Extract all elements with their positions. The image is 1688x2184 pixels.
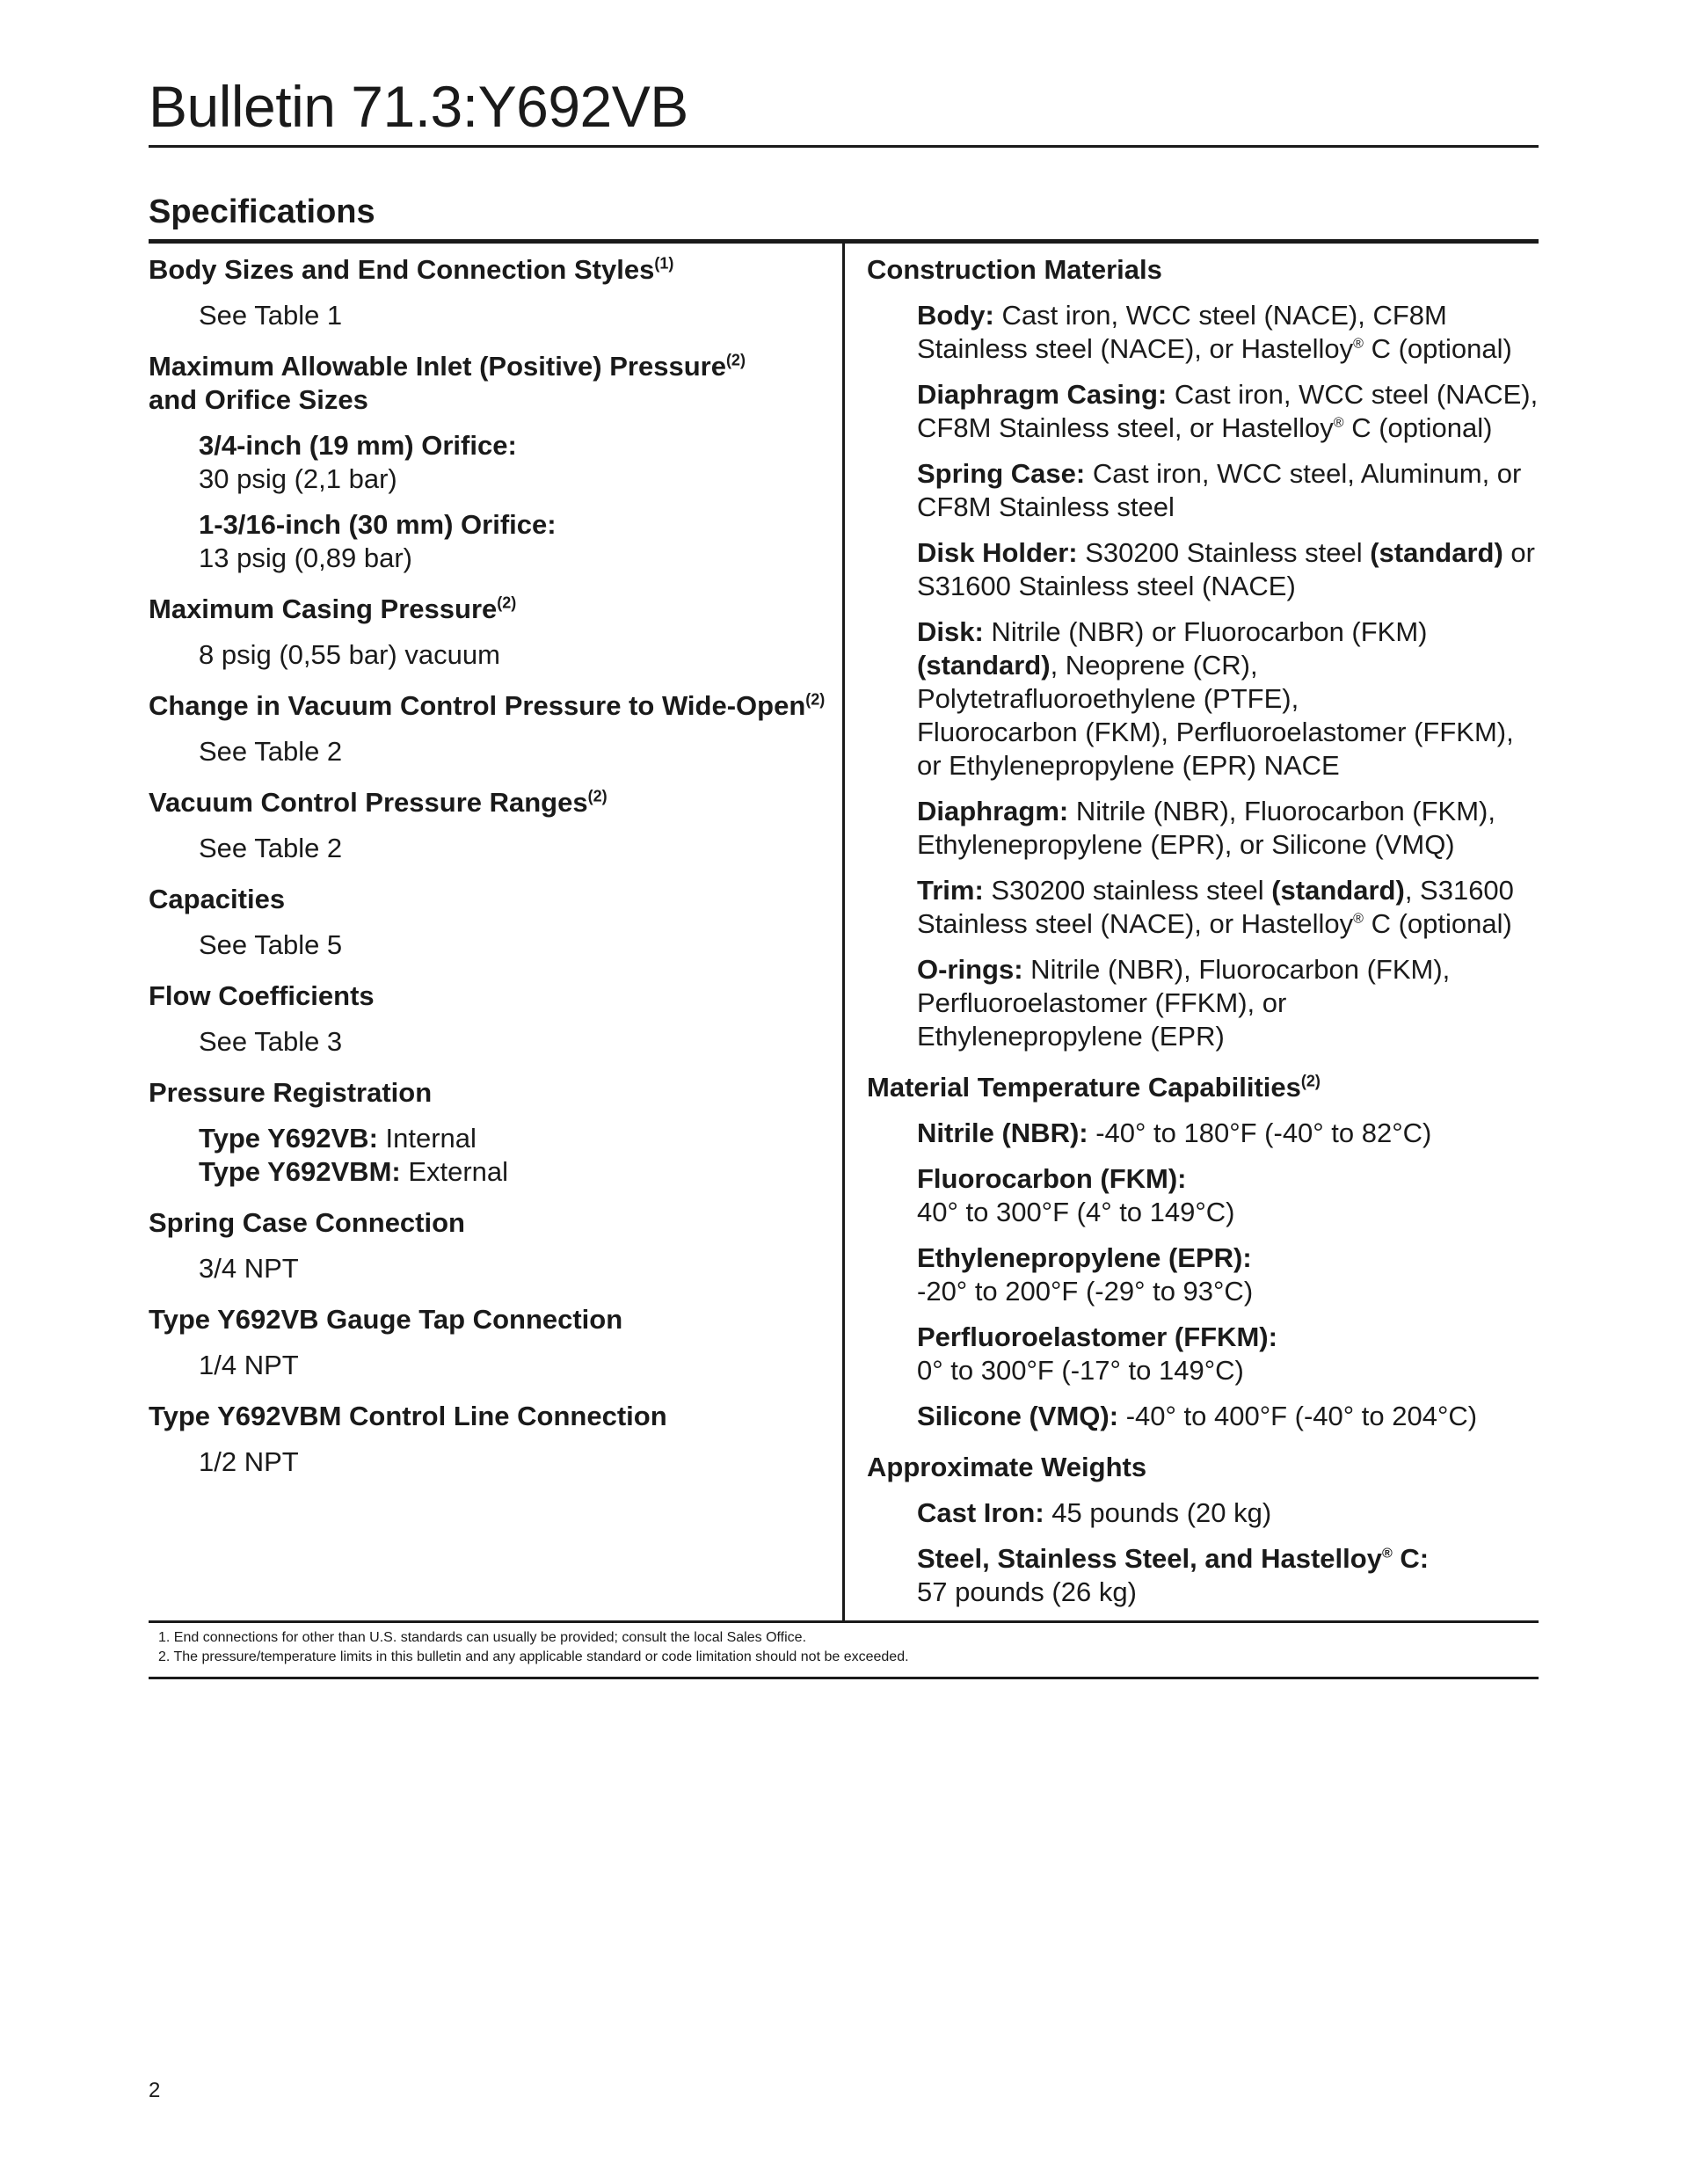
page-number: 2 [149, 2078, 161, 2102]
spec-heading: Material Temperature Capabilities$^{(2)}$ [867, 1072, 1321, 1103]
left-column [149, 253, 826, 1496]
section-title: Specifications [149, 193, 375, 230]
spec-value: See Table 5 [199, 929, 343, 960]
material-spring-case: Spring Case: Cast iron, WCC steel, Aluminum, or CF8M Stainless steel [917, 458, 1522, 522]
spec-sub-item: 3/4-inch (19 mm) Orifice: 30 psig (2,1 bar) [199, 430, 517, 494]
spec-heading: Spring Case Connection [149, 1207, 465, 1238]
footnote-rule-top [149, 1620, 1539, 1623]
spec-heading: Capacities [149, 884, 286, 914]
spec-heading: Pressure Registration [149, 1077, 433, 1108]
spec-heading: Body Sizes and End Connection Styles$^{(1)}$ [149, 254, 674, 285]
spec-sub-item: Type Y692VB: Internal Type Y692VBM: External [199, 1123, 509, 1187]
spec-heading: Type Y692VB Gauge Tap Connection [149, 1304, 623, 1335]
temp-epr: Ethylenepropylene (EPR): -20° to 200°F (-29° to 93°C) [917, 1242, 1254, 1307]
spec-heading: Vacuum Control Pressure Ranges$^{(2)}$ [149, 787, 608, 818]
spec-value: 1/4 NPT [199, 1350, 299, 1380]
footnote-2: 2. The pressure/temperature limits in this bulletin and any applicable standard or code limitation should not be exceeded. [158, 1649, 909, 1664]
spec-heading: Change in Vacuum Control Pressure to Wide-Open$^{(2)}$ [149, 690, 826, 721]
spec-value: See Table 1 [199, 300, 343, 331]
material-trim: Trim: S30200 stainless steel (standard), S31600 Stainless steel (NACE), or Hastelloy® C (optional) [917, 875, 1514, 939]
weight-steel: Steel, Stainless Steel, and Hastelloy® C: 57 pounds (26 kg) [917, 1543, 1430, 1607]
temp-vmq: Silicone (VMQ): -40° to 400°F (-40° to 204°C) [917, 1401, 1478, 1431]
spec-heading: Approximate Weights [867, 1452, 1147, 1482]
material-body: Body: Cast iron, WCC steel (NACE), CF8M Stainless steel (NACE), or Hastelloy® C (optional) [917, 300, 1512, 364]
spec-heading: Maximum Allowable Inlet (Positive) Pressure$^{(2)}$ and Orifice Sizes [149, 351, 746, 415]
spec-value: 1/2 NPT [199, 1446, 299, 1477]
material-disk: Disk: Nitrile (NBR) or Fluorocarbon (FKM) (standard), Neoprene (CR), Polytetrafluoroethylene (PTFE), Fluorocarbon (FKM), Perfluoroelastomer (FFKM), or Ethylenepropylene (EPR) NACE [917, 616, 1514, 781]
bulletin-title: Bulletin 71.3:Y692VB [149, 74, 688, 139]
material-orings: O-rings: Nitrile (NBR), Fluorocarbon (FKM), Perfluoroelastomer (FFKM), or Ethylenepropylene (EPR) [917, 954, 1451, 1052]
header-rule [149, 145, 1539, 148]
spec-value: 8 psig (0,55 bar) vacuum [199, 639, 500, 670]
spec-heading: Flow Coefficients [149, 980, 375, 1011]
footnote-1: 1. End connections for other than U.S. standards can usually be provided; consult the local Sales Office. [158, 1630, 807, 1645]
temp-ffkm: Perfluoroelastomer (FFKM): 0° to 300°F (-17° to 149°C) [917, 1321, 1277, 1386]
footnote-rule-bottom [149, 1677, 1539, 1679]
spec-sub-item: 1-3/16-inch (30 mm) Orifice: 13 psig (0,89 bar) [199, 509, 557, 573]
weight-cast-iron: Cast Iron: 45 pounds (20 kg) [917, 1497, 1272, 1528]
temp-nbr: Nitrile (NBR): -40° to 180°F (-40° to 82°C) [917, 1117, 1432, 1148]
footnotes [158, 1628, 909, 1667]
temp-fkm: Fluorocarbon (FKM): 40° to 300°F (4° to 149°C) [917, 1163, 1235, 1227]
spec-value: See Table 2 [199, 833, 343, 863]
spec-value: 3/4 NPT [199, 1253, 299, 1284]
material-diaphragm: Diaphragm: Nitrile (NBR), Fluorocarbon (FKM), Ethylenepropylene (EPR), or Silicone (VMQ) [917, 796, 1495, 860]
right-column [867, 253, 1544, 1621]
spec-heading: Construction Materials [867, 254, 1162, 285]
spec-heading: Type Y692VBM Control Line Connection [149, 1401, 667, 1431]
spec-heading: Maximum Casing Pressure$^{(2)}$ [149, 593, 517, 624]
column-divider [842, 244, 845, 1620]
material-diaphragm-casing: Diaphragm Casing: Cast iron, WCC steel (NACE), CF8M Stainless steel, or Hastelloy® C (optional) [917, 379, 1539, 443]
spec-value: See Table 2 [199, 736, 343, 767]
spec-value: See Table 3 [199, 1026, 343, 1057]
material-disk-holder: Disk Holder: S30200 Stainless steel (standard) or S31600 Stainless steel (NACE) [917, 537, 1535, 601]
